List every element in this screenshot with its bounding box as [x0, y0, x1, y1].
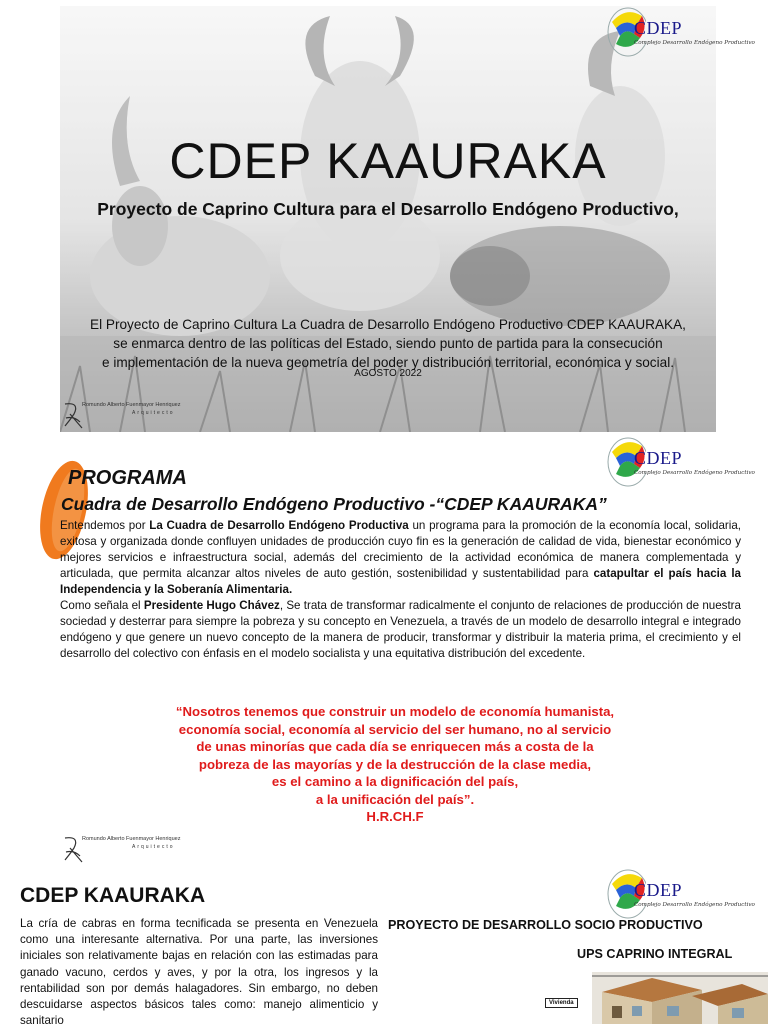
slide3-heading: CDEP KAAURAKA: [20, 884, 206, 907]
program-description: [60, 518, 741, 662]
text-run-bold: catapultar el país hacia la Independencia y la Soberanía Alimentaria.: [60, 567, 741, 596]
text-run-bold: La Cuadra de Desarrollo Endógeno Productiva: [149, 519, 409, 532]
cover-description-line: El Proyecto de Caprino Cultura La Cuadra de Desarrollo Endógeno Productivo CDEP KAAURAKA,: [90, 317, 686, 332]
cover-description-line: se enmarca dentro de las políticas del Estado, siendo punto de partida para la consecución: [113, 336, 663, 351]
text-run: Como señala el: [60, 599, 144, 612]
cdep-logo: [606, 2, 755, 62]
cover-title: CDEP KAAURAKA: [169, 133, 607, 189]
cover-description-line: e implementación de la nueva geometría del poder y distribución territorial, económica y social.: [102, 355, 674, 370]
quote-line: a la unificación del país”.: [315, 791, 475, 807]
slide3-description: La cría de cabras en forma tecnificada se presenta en Venezuela como una interesante alternativa. Por una parte, las inversiones iniciales son relativamente bajas en relación con las estimadas para ganado vacuno, cerdos y aves, y por la otra, los ingresos y la rentabilidad son por demás halagadores. Sin embargo, no deben descuidarse aspectos básicos tales como: manejo alimenticio y sanitario: [20, 917, 378, 1028]
quote-attribution: H.R.CH.F: [366, 809, 424, 824]
cdep-logo-text: CDEP: [634, 18, 683, 38]
text-run: Entendemos por: [60, 519, 150, 532]
signature-role: Arquitecto: [132, 410, 175, 416]
signature-name: Romundo Alberto Fuenmayor Henriquez: [82, 402, 181, 408]
architect-signature: [62, 834, 202, 870]
cdep-logo-tagline: Complejo Desarrollo Endógeno Productivo: [634, 470, 755, 476]
architect-signature: [62, 400, 202, 432]
text-run-bold: Presidente Hugo Chávez: [143, 599, 280, 612]
quote-line: es el camino a la dignificación del país,: [271, 774, 519, 789]
housing-render-image: [592, 972, 768, 1024]
quote-line: “Nosotros tenemos que construir un modelo de economía humanista,: [175, 704, 615, 719]
vivienda-label: Vivienda: [545, 998, 578, 1008]
cdep-logo: [606, 432, 755, 492]
ups-title: UPS CAPRINO INTEGRAL: [577, 947, 733, 961]
text-run: un programa para la promoción de la economía local, solidaria, exitosa y organizada donde confluyen unidades de producción cuyo fin es la generación de calidad de vida, bienestar económico y mejores servicios e infraestructura social, además del crecimiento de la actividad económica de manera complementada y articulada, que permita alcanzar altos niveles de auto gestión, sostenibilidad y sustentabilidad para: [60, 519, 742, 580]
cover-subtitle: Proyecto de Caprino Cultura para el Desarrollo Endógeno Productivo,: [97, 199, 679, 219]
cover-description: [66, 315, 710, 372]
program-paragraph-1: [60, 518, 741, 598]
text-run: , Se trata de transformar radicalmente el conjunto de relaciones de producción de nuestra sociedad y desterrar para siempre la pobreza y su concepto en Venezuela, a través de un modelo de desarrollo integral e integrado endógeno y que genere un nuevo concepto de la manera de producir, transformar y distribuir la materia prima, el crecimiento y el desarrollo del colectivo con énfasis en el modelo socialista y una equitativa distribución del excedente.: [60, 599, 741, 660]
signature-mark-icon: [62, 834, 84, 864]
cdep-logo-text: CDEP: [634, 880, 683, 900]
chavez-quote: [150, 703, 640, 826]
quote-line: economía social, economía al servicio del ser humano, no al servicio: [178, 721, 612, 737]
project-title: PROYECTO DE DESARROLLO SOCIO PRODUCTIVO: [388, 918, 703, 932]
quote-line: de unas minorías que cada día se enriquecen más a costa de la: [196, 739, 594, 754]
cover-date: AGOSTO 2022: [354, 368, 422, 379]
program-title: Cuadra de Desarrollo Endógeno Productivo -“CDEP KAAURAKA”: [61, 494, 607, 514]
signature-mark-icon: [62, 400, 84, 430]
signature-role: Arquitecto: [132, 844, 175, 850]
cdep-logo-tagline: Complejo Desarrollo Endógeno Productivo: [634, 902, 755, 908]
signature-name: Romundo Alberto Fuenmayor Henriquez: [82, 836, 181, 842]
cdep-logo-tagline: Complejo Desarrollo Endógeno Productivo: [634, 40, 755, 46]
cdep-logo-text: CDEP: [634, 448, 683, 468]
program-heading: PROGRAMA: [68, 467, 187, 489]
quote-line: pobreza de las mayorías y de la destrucción de la clase media,: [198, 756, 592, 772]
cover-slide: [60, 6, 716, 432]
program-paragraph-2: [60, 598, 741, 662]
cdep-logo: [606, 864, 755, 924]
